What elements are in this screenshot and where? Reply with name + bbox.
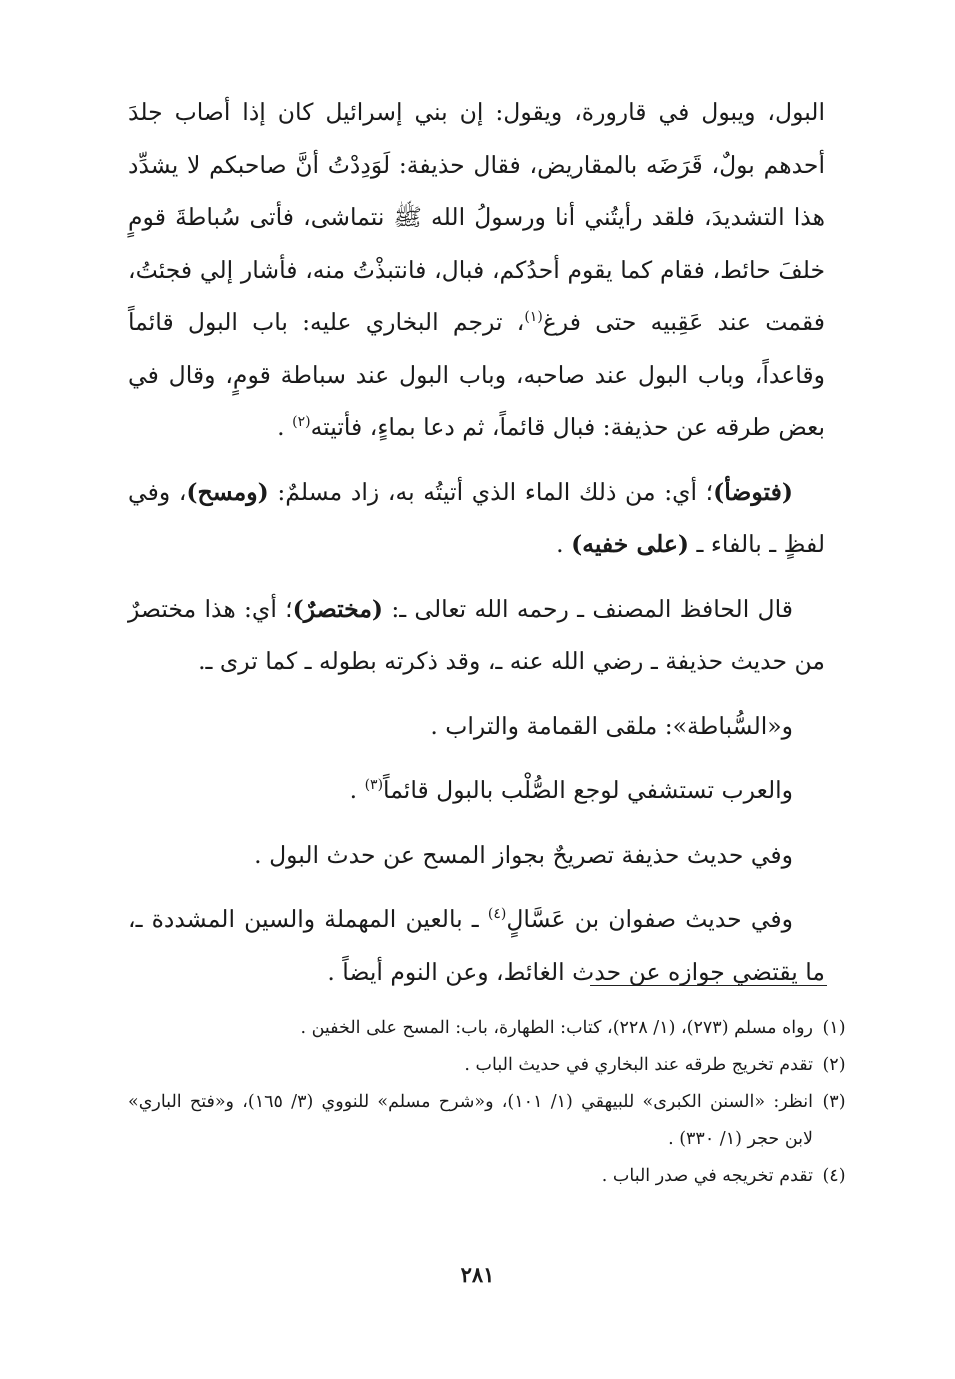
footnote-ref-2[interactable]: (٢) [292,414,311,431]
quoted-term-ala-khuffayhi: (على خفيه) [571,530,690,558]
paragraph-5-text-a: والعرب تستشفي لوجع الصُّلْب بالبول قائماً [383,776,793,804]
paragraph-7 [128,893,825,998]
paragraph-1-text-a: البول، ويبول في قارورة، ويقول: إن بني إسرائيل كان إذا أصاب جلدَ أحدهم بولٌ، قَرَضَه بالمقاريض، فقال حذيفة: لَوَدِدْتُ أنَّ صاحبكم لا يشدِّد هذا التشديدَ، فلقد رأيتُني أنا ورسولُ الله ﷺ نتماشى، فأتى سُباطةَ قومٍ خلفَ حائط، فقام كما يقوم أحدُكم، فبال، فانتبذْتُ منه، فأشار إلي فجئتُ، فقمت عند عَقِبيه حتى فرغ [128,98,825,336]
footnotes [128,1010,855,1195]
footnote-2 [128,1047,855,1084]
page-number: ٢٨١ [460,1262,495,1287]
footnote-text: انظر: «السنن الكبرى» للبيهقي (١/ ١٠١)، و«شرح مسلم» للنووي (٣/ ١٦٥)، و«فتح الباري» لابن حجر (١/ ٣٣٠) . [128,1092,813,1149]
paragraph-1 [128,86,825,454]
footnote-number: (١) [822,1018,846,1038]
main-text [128,86,825,998]
footnote-number: (٤) [822,1166,846,1186]
paragraph-5-text-b: . [349,776,365,804]
footnote-text: تقدم تخريجه في صدر الباب . [601,1166,813,1186]
footnote-text: تقدم تخريج طرقه عند البخاري في حديث الباب . [464,1055,813,1075]
paragraph-3 [128,583,825,688]
paragraph-2-text-b: ؛ أي: من ذلك الماء الذي أتيتُه به، زاد مسلمٌ: [268,477,714,506]
footnote-ref-3[interactable]: (٣) [364,777,384,794]
paragraph-2 [128,466,825,571]
footnote-number: (٣) [822,1092,846,1112]
paragraph-7-text-b: ـ بالعين المهملة والسين المشددة ـ، ما يقتضي جوازه عن حدث الغائط، وعن النوم أيضاً . [128,905,825,986]
footnote-number: (٢) [822,1055,846,1075]
footnote-separator [590,985,827,986]
footnote-1 [128,1010,855,1047]
paragraph-6: وفي حديث حذيفة تصريحٌ بجواز المسح عن حدث البول . [254,840,793,869]
footnote-4 [128,1158,855,1195]
paragraph-2-text-d: ، وفي لفظٍ ـ بالفاء ـ [128,477,825,558]
footnote-text: رواه مسلم (٢٧٣)، (١/ ٢٢٨)، كتاب: الطهارة، باب: المسح على الخفين . [300,1018,813,1038]
quoted-term-wamasaha: (ومسح) [186,477,269,506]
quoted-term-mukhtasar: (مختصرٌ) [292,594,384,623]
quoted-term-fatawadda: (فتوضأ) [713,477,793,506]
footnote-ref-4[interactable]: (٤) [487,906,507,923]
paragraph-5 [128,764,825,817]
paragraph-4: و«السُّباطة»: ملقى القمامة والتراب . [430,711,793,740]
paragraph-3-text-a: قال الحافظ المصنف ـ رحمه الله تعالى ـ: [383,594,793,623]
paragraph-3-text-c: ؛ أي: هذا مختصرٌ من حديث حذيفة ـ رضي الله عنه ـ، وقد ذكرته بطوله ـ كما ترى ـ. [128,594,825,675]
paragraph-1-text-c: . [277,413,293,441]
paragraph-7-text-a: وفي حديث صفوان بن عَسَّالٍ [506,905,793,933]
paragraph-1-text-b: ، ترجم البخاري عليه: باب البول قائماً وقاعداً، وباب البول عند صاحبه، وباب البول عند سباطة قومٍ، وقال في بعض طرقه عن حذيفة: فبال قائماً، ثم دعا بماءٍ، فأتيته [128,308,825,441]
paragraph-2-text-f: . [556,530,572,558]
footnote-3 [128,1084,855,1158]
footnote-ref-1[interactable]: (١) [524,309,543,326]
